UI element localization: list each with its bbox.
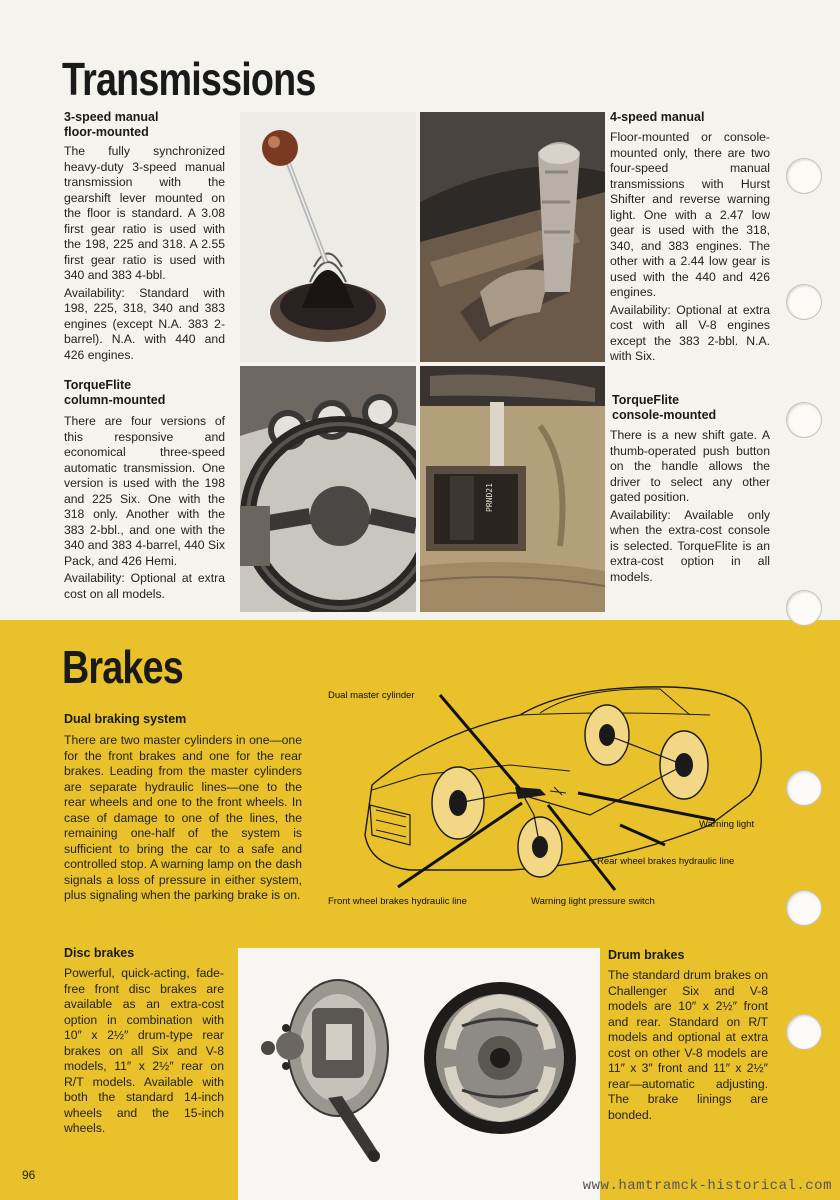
column-availability: Availability: Optional at extra cost on all models. [64, 571, 225, 601]
binder-hole [786, 284, 822, 320]
binder-hole [786, 590, 822, 626]
page-number: 96 [22, 1168, 36, 1182]
callout-warning-light: Warning light [699, 819, 755, 830]
manual4-description: Floor-mounted or console-mounted only, there are two four-speed manual transmissions with Hurst Shifter and reverse warning light. One with a 2.47 low gear is used with the 318, 340, and 383 engines. The other with a 2.44 low gear is used with the 440 and 426 engines. [610, 130, 770, 299]
photo-column-dashboard [240, 366, 416, 612]
console-text [610, 428, 770, 587]
manual3-availability: Availability: Standard with 198, 225, 318, 340 and 383 engines (except N.A. 383 2-barrel). N.A. with 440 and 426 engines. [64, 285, 225, 362]
column-head-line1: TorqueFlite [64, 378, 132, 392]
disc-heading: Disc brakes [64, 946, 135, 960]
dual-heading: Dual braking system [64, 712, 187, 726]
brake-system-diagram [310, 675, 810, 915]
brake-photos-panel [238, 948, 600, 1200]
binder-hole [786, 890, 822, 926]
binder-hole [786, 402, 822, 438]
manual3-heading [64, 110, 234, 140]
callout-master-cylinder: Dual master cylinder [328, 690, 415, 701]
console-availability: Availability: Available only when the extra-cost console is selected. TorqueFlite is an extra-cost option in all models. [610, 507, 770, 584]
console-heading [612, 393, 782, 423]
dual-description: There are two master cylinders in one—one for the front brakes and one for the rear brakes. Leading from the master cylinders are separate hydraulic lines—one to the rear wheels and one to the front wheels. In case of damage to one of the lines, the remaining one-half of the system is sufficient to bring the car to a safe and controlled stop. A warning lamp on the dash signals a loss of pressure in either system, plus signaling when the parking brake is on. [64, 733, 302, 902]
manual3-text [64, 144, 225, 365]
photo-console-torqueflite [420, 366, 605, 612]
console-head-line1: TorqueFlite [612, 393, 680, 407]
manual4-heading: 4-speed manual [610, 110, 705, 124]
manual3-head-line1: 3-speed manual [64, 110, 159, 124]
column-description: There are four versions of this responsive and economical three-speed automatic transmission. One version is used with the 198 and 225 Six. One with the 318 only. Another with the 383 2-bbl., and one with the 340 and 383 4-barrel, 440 Six Pack, and 426 Hemi. [64, 414, 225, 568]
transmissions-title: Transmissions [62, 53, 316, 105]
binder-hole [786, 770, 822, 806]
manual3-description: The fully synchronized heavy-duty 3-speed manual transmission with the gearshift lever mounted on the floor is standard. A 3.08 first gear ratio is used with the 198, 225 and 318. A 2.55 first gear ratio is used with 340 and 383 4-bbl. [64, 144, 225, 282]
column-text [64, 414, 225, 604]
callout-rear-line: Rear wheel brakes hydraulic line [597, 856, 735, 867]
drum-text [608, 968, 768, 1125]
footer-watermark: www.hamtramck-historical.com [582, 1178, 832, 1194]
binder-hole [786, 158, 822, 194]
gear-gate-label: PRND21 [485, 483, 494, 512]
console-description: There is a new shift gate. A thumb-operated push button on the handle allows the driver to select any other gated position. [610, 428, 770, 504]
disc-text [64, 966, 224, 1139]
column-heading [64, 378, 234, 408]
photo-3speed-shifter [240, 112, 416, 362]
callout-pressure-switch: Warning light pressure switch [531, 896, 655, 907]
dual-text [64, 733, 302, 906]
console-head-line2: console-mounted [612, 408, 717, 422]
disc-description: Powerful, quick-acting, fade-free front disc brakes are available as an extra-cost option in combination with 10″ x 2½″ drum-type rear brakes on all Six and V-8 models, 11″ x 2½″ rear on R/T models. Available with both the standard 14-inch wheels and the 15-inch wheels. [64, 966, 224, 1135]
column-head-line2: column-mounted [64, 393, 166, 407]
photo-4speed-console [420, 112, 605, 362]
drum-heading: Drum brakes [608, 948, 685, 962]
manual4-text [610, 130, 770, 367]
callout-front-line: Front wheel brakes hydraulic line [328, 896, 467, 907]
binder-hole [786, 1014, 822, 1050]
drum-description: The standard drum brakes on Challenger Six and V-8 models are 10″ x 2½″ front and rear. Standard on R/T models and optional at extra cost on other V-8 models are 11″ x 3″ front and 11″ x 2½″ rear—automatic adjusting. The brake linings are bonded. [608, 968, 768, 1122]
manual4-availability: Availability: Optional at extra cost with all V-8 engines except the 383 2-bbl. N.A. with Six. [610, 302, 770, 363]
brakes-title: Brakes [62, 641, 183, 693]
manual3-head-line2: floor-mounted [64, 125, 149, 139]
